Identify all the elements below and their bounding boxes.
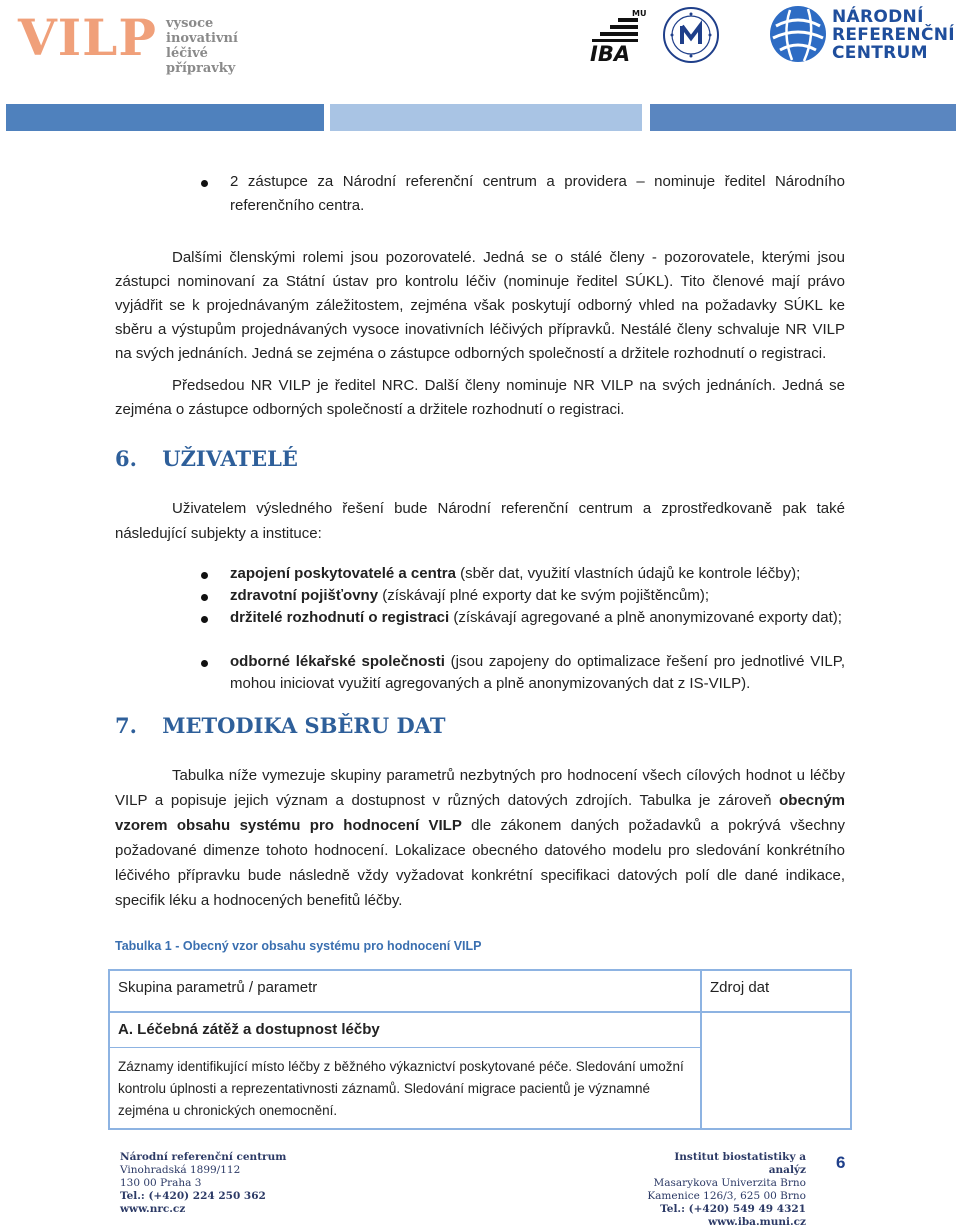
section-6-title: UŽIVATELÉ — [162, 446, 298, 471]
user-item-medical-societies: odborné lékařské společnosti (jsou zapojeny do optimalizace řešení pro jednotlivé VILP, mohou iniciovat využití agregovaných a plně anonymizovaných dat z IS-VILP). — [230, 653, 845, 692]
user-item-registration-holders: držitelé rozhodnutí o registraci (získávají agregované a plně anonymizované exporty dat); — [230, 609, 842, 626]
vilp-brand: VILP — [18, 8, 157, 67]
footer-nrc-address: Národní referenční centrum Vinohradská 1899/112 130 00 Praha 3 Tel.: (+420) 224 250 362 www.nrc.cz — [120, 1151, 287, 1215]
paragraph-chair: Předsedou NR VILP je ředitel NRC. Další členy nominuje NR VILP na svých jednáních. Jedná se zejména o zástupce odborných společností a držitele rozhodnutí o registraci. — [115, 377, 845, 418]
iba-label: IBA — [590, 42, 631, 62]
table-header-parameter: Skupina parametrů / parametr — [118, 979, 318, 996]
paragraph-observers: Dalšími členskými rolemi jsou pozorovatelé. Jedná se o stálé členy - pozorovatele, kterými jsou zástupci nominovaní za Státní ústav pro kontrolu léčiv (nominuje ředitel SÚKL). Tito členové mají právo vyjádřit se k projednávaným záležitostem, zejména však poskytují odborný vhled na požadavky SÚKL ke sběru a výstupům projednávaných vysoce inovativních léčivých přípravků. Nestálé členy schvaluje NR VILP na svých jednáních. Jedná se zejména o zástupce odborných společností a držitele rozhodnutí o registraci. — [115, 249, 845, 362]
bullet-nrc-representatives: 2 zástupce za Národní referenční centrum a providera – nominuje ředitel Národního referenčního centra. — [230, 173, 845, 214]
bullet-icon — [201, 616, 208, 623]
header-bar-1 — [6, 104, 324, 131]
section-7-paragraph: Tabulka níže vymezuje skupiny parametrů nezbytných pro hodnocení všech cílových hodnot u léčby VILP a popisuje jejich význam a dostupnost v různých datových zdrojích. Tabulka je zároveň obecným vzorem obsahu systému pro hodnocení VILP dle zákonem daných požadavků a pokrývá všechny požadované dimenze tohoto hodnocení. Lokalizace obecného datového modelu pro sledování konkrétního léčivého přípravku bude následně vždy vyžadovat konkrétní specifikaci datových polí dle dané indikace, specifik léku a hodnocených benefitů léčby. — [115, 767, 845, 909]
footer-iba-address: Institut biostatistiky a analýz Masarykova Univerzita Brno Kamenice 126/3, 625 00 Brno Tel.: (+420) 549 49 4321 www.iba.muni.cz — [647, 1151, 806, 1228]
table-group-label: A. Léčebná zátěž a dostupnost léčby — [118, 1021, 380, 1038]
vilp-tagline: vysoce inovativní léčivé přípravky — [166, 16, 238, 76]
section-6-heading — [115, 446, 298, 471]
header-bar-2 — [330, 104, 642, 131]
iba-mu-logo — [586, 8, 648, 62]
vilp-logo — [18, 8, 278, 76]
bullet-icon — [201, 660, 208, 667]
user-item-insurers: zdravotní pojišťovny (získávají plné exporty dat ke svým pojištěncům); — [230, 587, 710, 604]
parameters-table — [108, 969, 852, 1130]
nrc-logo — [768, 4, 955, 66]
nrc-globe-icon — [768, 4, 828, 64]
section-7-heading — [115, 713, 445, 738]
masaryk-university-seal — [662, 6, 720, 64]
table-row — [109, 1012, 851, 1129]
section-7-title: METODIKA SBĚRU DAT — [162, 713, 446, 738]
table-header-row — [109, 970, 851, 1012]
section-6-number: 6. — [115, 446, 137, 471]
header-bar-3 — [650, 104, 956, 131]
bullet-icon — [201, 594, 208, 601]
user-item-providers: zapojení poskytovatelé a centra (sběr dat, využití vlastních údajů ke kontrole léčby); — [230, 565, 801, 582]
table-header-source: Zdroj dat — [710, 979, 770, 996]
iba-mu-label: MU — [632, 9, 647, 18]
table-source-cell — [701, 1012, 851, 1129]
nrc-wordmark: NÁRODNÍ REFERENČNÍ CENTRUM — [832, 7, 955, 63]
bullet-icon — [201, 180, 208, 187]
table-group-description: Záznamy identifikující místo léčby z běžného výkaznictví poskytované péče. Sledování umožní kontrolu úplnosti a reprezentativnosti záznamů. Sledování migrace pacientů je významné zejména u chronických onemocnění. — [118, 1059, 684, 1118]
bullet-icon — [201, 572, 208, 579]
section-6-intro: Uživatelem výsledného řešení bude Národní referenční centrum a zprostředkovaně pak také následující subjekty a instituce: — [115, 500, 845, 542]
page-number: 6 — [836, 1153, 846, 1172]
section-7-number: 7. — [115, 713, 137, 738]
table-caption: Tabulka 1 - Obecný vzor obsahu systému pro hodnocení VILP — [115, 939, 482, 953]
